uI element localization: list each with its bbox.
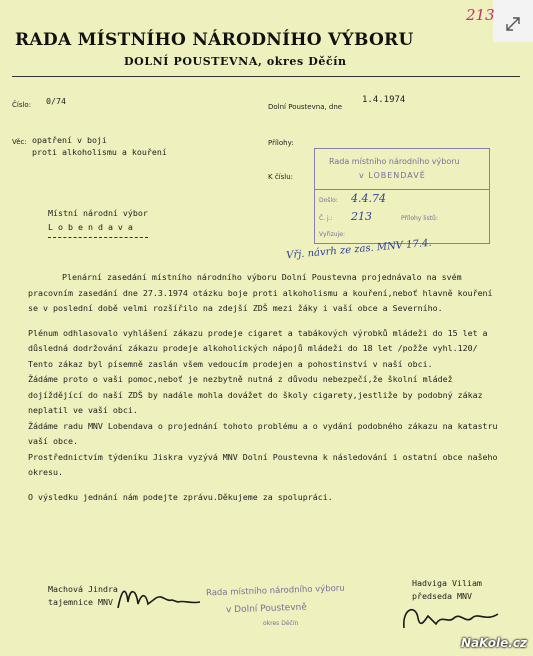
letterhead-subtitle: DOLNÍ POUSTEVNA, okres Děčín — [124, 55, 347, 68]
prilohy-label: Přílohy: — [268, 139, 294, 147]
received-dosle-value: 4.4.74 — [351, 192, 386, 205]
k-cislu-label: K číslu: — [268, 173, 293, 181]
cislo-label: Číslo: — [12, 101, 32, 109]
official-stamp-line1: Rada místního národního výboru — [205, 583, 345, 599]
received-stamp-line2: v LOBENDAVĚ — [359, 171, 426, 180]
place-label: Dolní Poustevna, dne — [268, 103, 343, 111]
recipient-underline — [48, 237, 148, 238]
received-stamp-line1: Rada místního národního výboru — [329, 157, 460, 166]
cislo-value: 0/74 — [46, 96, 66, 106]
vec-line2: proti alkoholismu a kouření — [32, 147, 167, 157]
received-stamp — [314, 148, 490, 244]
expand-icon[interactable] — [493, 0, 533, 42]
right-signatory-name: Hadviga Viliam — [412, 578, 482, 588]
vec-label: Věc: — [12, 138, 27, 146]
body-paragraph: Plénum odhlasovalo vyhlášení zákazu prodeje cigaret a tabákových výrobků mládeži do 15 let a důsledná dodržování zákazu prodeje alkoholických nápojů mládeži do 18 let /požže vyhl.120/ Tento zákaz byl písemně zaslán všem vedoucím prodejen a pohostinství v naší obci. — [28, 327, 488, 369]
left-signature-icon — [112, 580, 204, 616]
right-signature-icon — [396, 598, 506, 634]
received-stamp-rule — [315, 189, 489, 190]
recipient-line2: L o b e n d a v a — [48, 222, 133, 232]
body-paragraph: Prostřednictvím týdeníku Jiskra vyzývá MNV Dolní Poustevna k následování i ostatní obce našeho okresu. — [28, 451, 498, 477]
date-value: 1.4.1974 — [362, 95, 406, 105]
letter-body — [28, 270, 506, 505]
received-dosle-label: Došlo: — [319, 197, 338, 204]
left-signatory-role: tajemnice MNV — [48, 597, 113, 607]
body-paragraph: Plenární zasedání místního národního výboru Dolní Poustevna projednávalo na svém pracovním zasedání dne 27.3.1974 otázku boje proti alkoholismu a kouření,neboť hlavně kouření se v poslední době velmi rozšířilo na zdejší ZDŠ mezi žáky i vaší obce a Severního. — [28, 272, 493, 313]
letterhead-title: RADA MÍSTNÍHO NÁRODNÍHO VÝBORU — [15, 30, 414, 50]
recipient-line1: Místní národní výbor — [48, 208, 148, 218]
letterhead-rule — [12, 76, 520, 77]
received-prilohy-label: Přílohy listů: — [401, 215, 438, 222]
handwritten-note: Vřj. návrh ze zas. MNV 17.4. — [285, 237, 433, 262]
right-signatory-role: předseda MNV — [412, 591, 472, 601]
official-stamp-line2: v Dolní Poustevně — [225, 602, 307, 616]
received-cislo-value: 213 — [351, 210, 372, 223]
corner-number: 213 — [466, 6, 495, 24]
official-stamp-line3: okres Děčín — [263, 620, 299, 627]
body-paragraph: O výsledku jednání nám podejte zprávu.Děkujeme za spolupráci. — [28, 491, 333, 502]
body-paragraph: Žádáme radu MNV Lobendava o projednání tohoto problému a o vydání podobného zákazu na katastru vaší obce. — [28, 420, 498, 446]
watermark: NaKole.cz — [461, 636, 527, 650]
body-paragraph: Žádáme proto o vaši pomoc,neboť je nezbytně nutná z důvodu nebezpečí,že školní mládež dojíždějící do naší ZDŠ by nadále mohla dovážet do školy cigarety,jestliže by podobný zákaz neplatil ve vaší obci. — [28, 374, 483, 415]
vec-line1: opatření v boji — [32, 135, 107, 145]
expand-corner[interactable] — [493, 0, 533, 42]
received-vyrizuje-label: Vyřizuje: — [319, 231, 345, 238]
left-signatory-name: Machová Jindra — [48, 584, 118, 594]
received-cislo-label: Č. j.: — [319, 215, 333, 222]
